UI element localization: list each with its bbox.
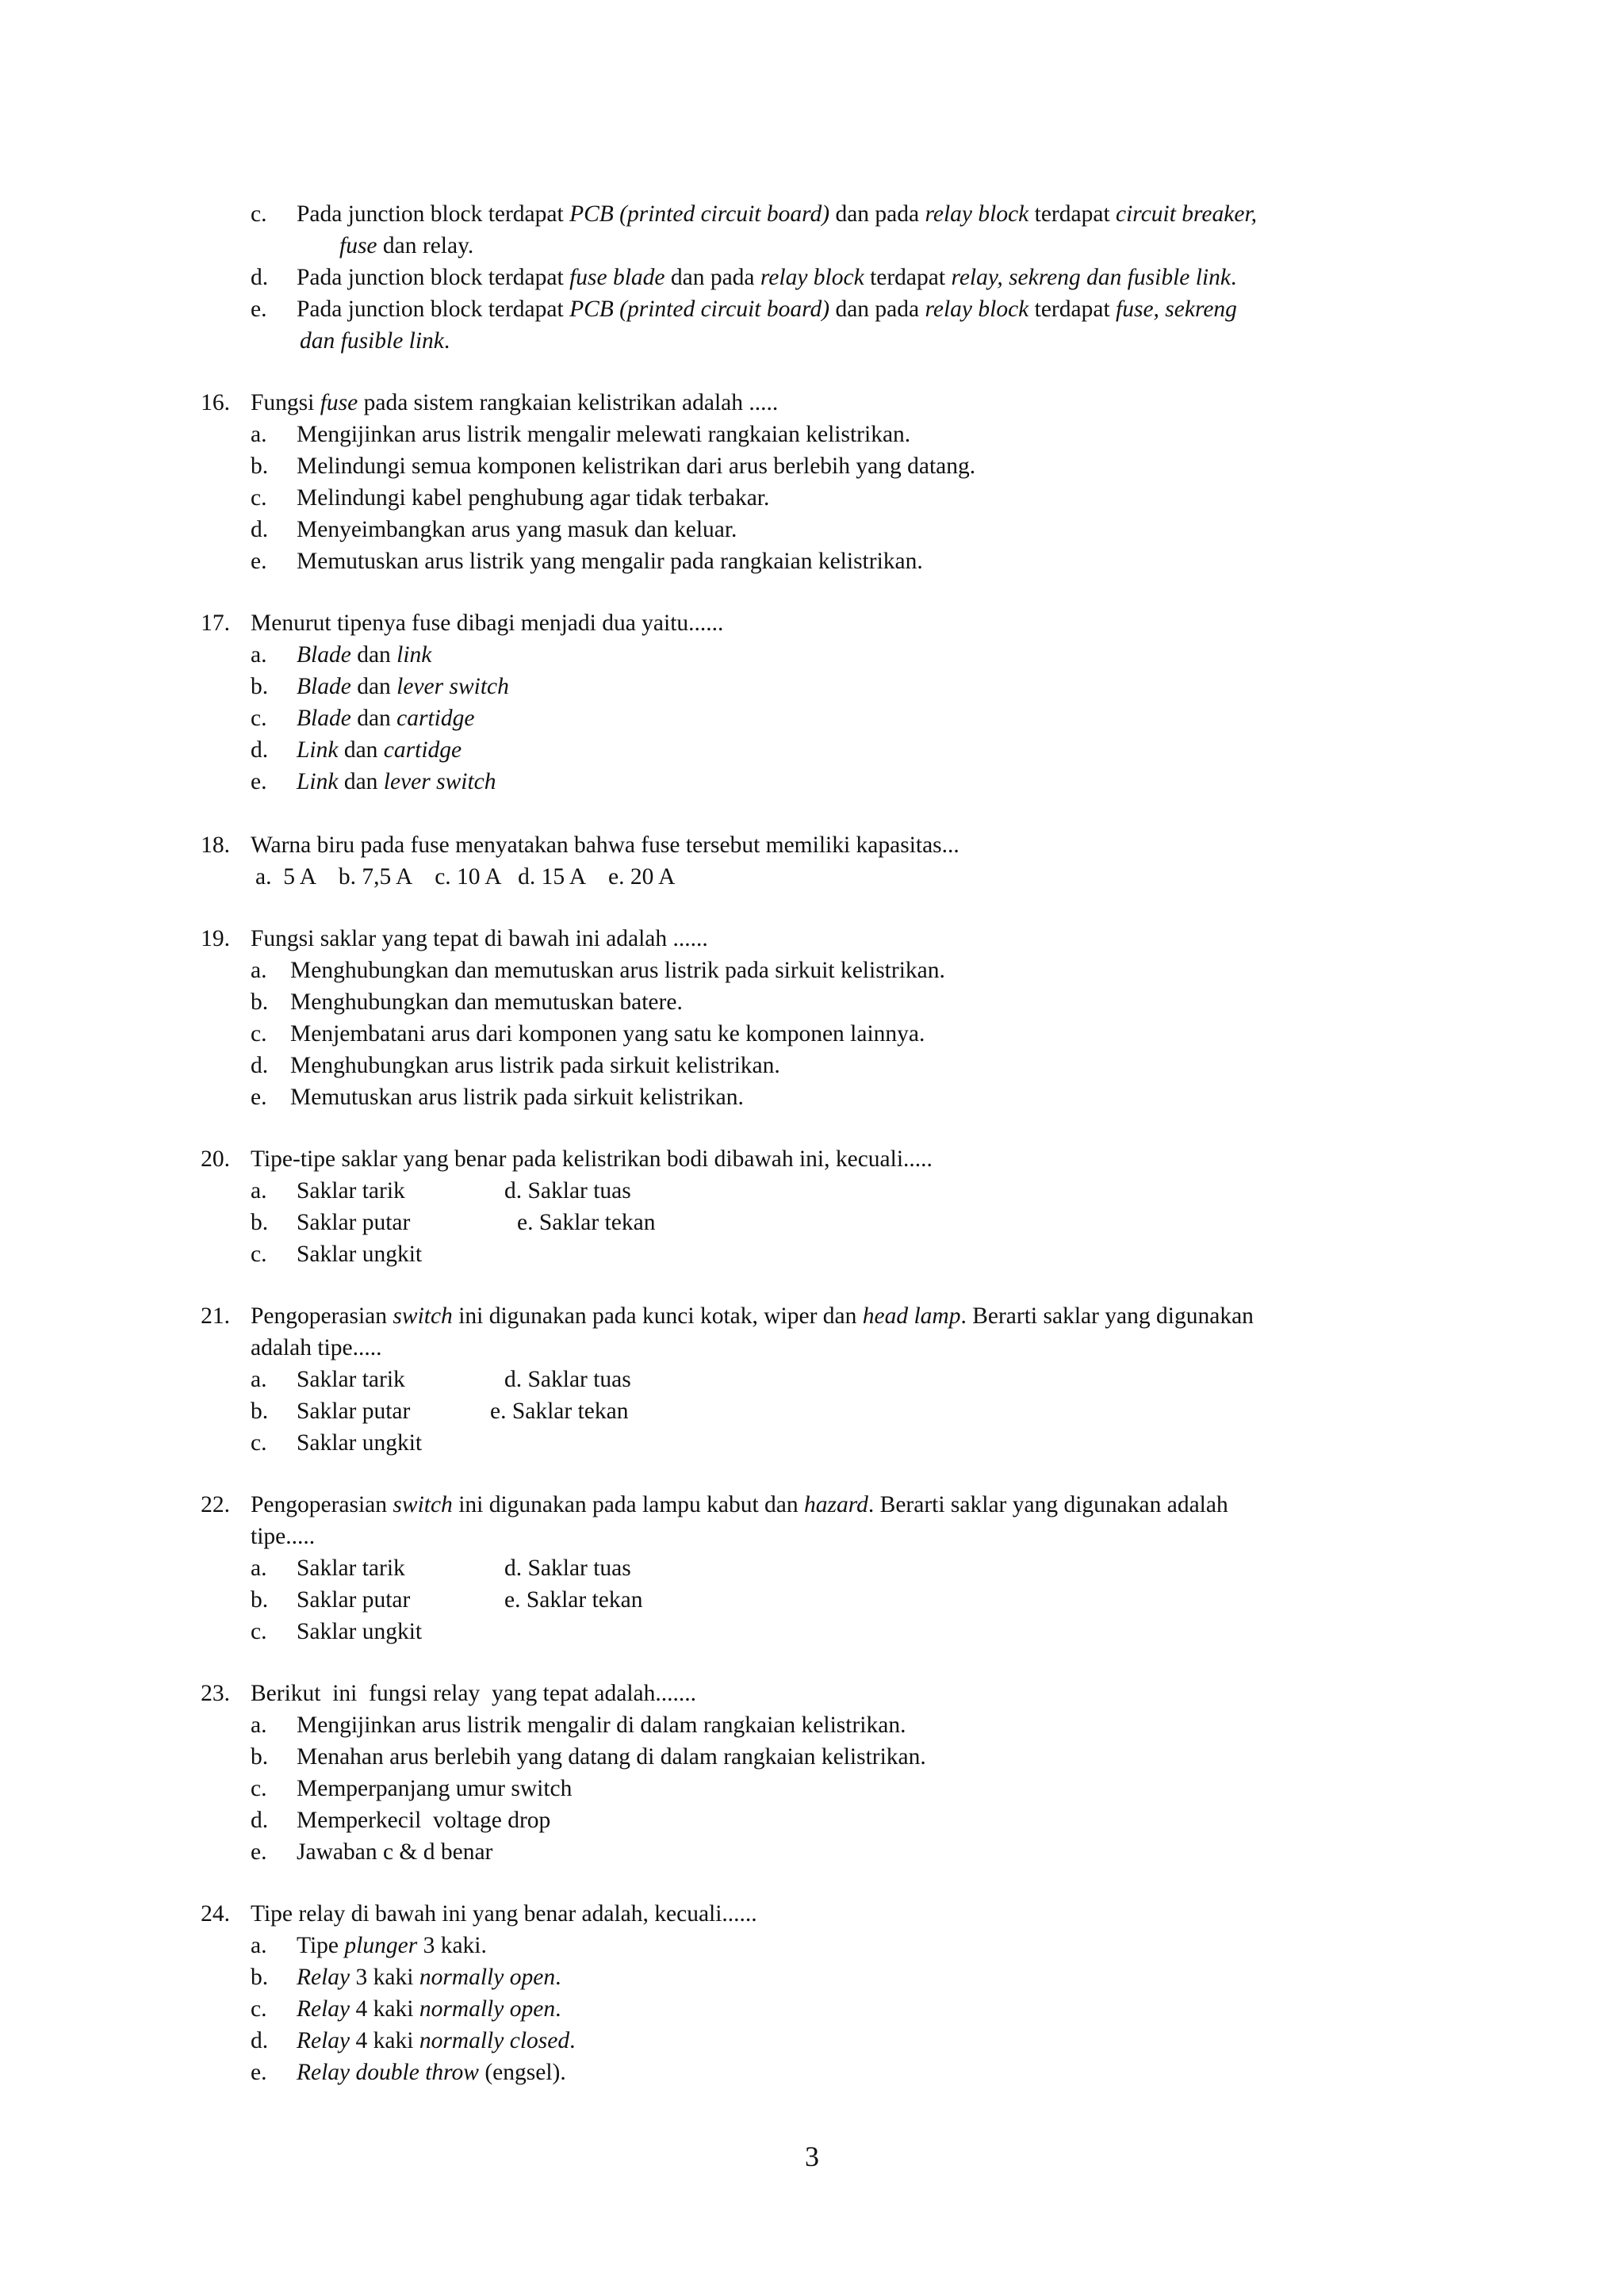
option-15c-line2: fuse dan relay. — [339, 233, 474, 258]
option-text: Menahan arus berlebih yang datang di dalam rangkaian kelistrikan. — [297, 1744, 926, 1770]
question-stem: Fungsi fuse pada sistem rangkaian kelistrikan adalah ..... — [251, 390, 779, 415]
question-stem-line2: adalah tipe..... — [251, 1335, 382, 1360]
option-text: Menjembatani arus dari komponen yang satu ke komponen lainnya. — [290, 1021, 925, 1047]
option-text: Menyeimbangkan arus yang masuk dan keluar. — [297, 517, 737, 542]
option-letter: b. — [251, 1965, 269, 1990]
option-text: Melindungi kabel penghubung agar tidak terbakar. — [297, 485, 770, 511]
option-text: Relay 3 kaki normally open. — [297, 1965, 561, 1990]
option-letter: b. — [251, 989, 269, 1015]
option-letter: c. — [251, 1776, 267, 1801]
option-text: Jawaban c & d benar — [297, 1839, 493, 1865]
option-text: Memutuskan arus listrik yang mengalir pada rangkaian kelistrikan. — [297, 549, 923, 574]
option-text: Relay double throw (engsel). — [297, 2060, 566, 2085]
option-text: Saklar putar — [297, 1587, 411, 1613]
option-letter: b. — [251, 1587, 269, 1613]
option-letter: b. — [251, 1210, 269, 1235]
option-letter: c. — [251, 1021, 267, 1047]
option-text: Melindungi semua komponen kelistrikan dari arus berlebih yang datang. — [297, 453, 976, 479]
question-stem: Pengoperasian switch ini digunakan pada kunci kotak, wiper dan head lamp. Berarti saklar yang digunakan — [251, 1303, 1254, 1329]
question-number: 17. — [201, 610, 230, 636]
option-15e-line1: Pada junction block terdapat PCB (printed circuit board) dan pada relay block terdapat fuse, sekreng — [297, 297, 1237, 322]
option-letter: d. — [251, 517, 269, 542]
option-letter: e. — [251, 1085, 267, 1110]
option-text: Relay 4 kaki normally open. — [297, 1996, 561, 2022]
option-text: Blade dan link — [297, 642, 432, 668]
option-letter: a. — [251, 1367, 267, 1392]
question-stem: Warna biru pada fuse menyatakan bahwa fuse tersebut memiliki kapasitas... — [251, 832, 959, 858]
option-text: d. Saklar tuas — [504, 1367, 631, 1392]
option-letter: e. — [251, 549, 267, 574]
option-letter: e. — [251, 1839, 267, 1865]
question-stem: Fungsi saklar yang tepat di bawah ini adalah ...... — [251, 926, 708, 951]
option-text: Mengijinkan arus listrik mengalir di dalam rangkaian kelistrikan. — [297, 1712, 906, 1738]
option-letter: d. — [251, 737, 269, 763]
option-letter: b. — [251, 674, 269, 699]
option-text: Menghubungkan dan memutuskan batere. — [290, 989, 683, 1015]
option-letter: a. — [251, 1556, 267, 1581]
option-letter: c. — [251, 485, 267, 511]
option-text: Saklar ungkit — [297, 1619, 423, 1644]
option-text: Saklar tarik — [297, 1556, 405, 1581]
question-stem: Tipe-tipe saklar yang benar pada kelistrikan bodi dibawah ini, kecuali..... — [251, 1146, 933, 1172]
question-stem: Berikut ini fungsi relay yang tepat adalah....... — [251, 1681, 696, 1706]
option-letter: a. — [251, 642, 267, 668]
option-letter: d. — [251, 1808, 269, 1833]
options-inline: a. 5 A b. 7,5 A c. 10 A d. 15 A e. 20 A — [255, 864, 676, 890]
question-stem: Menurut tipenya fuse dibagi menjadi dua yaitu...... — [251, 610, 724, 636]
option-letter: c. — [251, 1430, 267, 1456]
question-stem: Pengoperasian switch ini digunakan pada lampu kabut dan hazard. Berarti saklar yang digunakan adalah — [251, 1492, 1228, 1517]
question-number: 20. — [201, 1146, 230, 1172]
option-letter: b. — [251, 1744, 269, 1770]
option-letter: b. — [251, 1399, 269, 1424]
option-letter: a. — [251, 958, 267, 983]
option-letter: c. — [251, 1619, 267, 1644]
option-text: Saklar ungkit — [297, 1430, 423, 1456]
option-text: Saklar ungkit — [297, 1242, 423, 1267]
option-text: Link dan lever switch — [297, 769, 496, 794]
option-15d: Pada junction block terdapat fuse blade dan pada relay block terdapat relay, sekreng dan fusible link. — [297, 265, 1237, 290]
option-letter: a. — [251, 422, 267, 447]
option-letter: e. — [251, 297, 267, 322]
option-text: Memperpanjang umur switch — [297, 1776, 573, 1801]
option-letter: d. — [251, 1053, 269, 1078]
option-letter: c. — [251, 706, 267, 731]
question-number: 19. — [201, 926, 230, 951]
option-text: Memutuskan arus listrik pada sirkuit kelistrikan. — [290, 1085, 744, 1110]
option-text: Relay 4 kaki normally closed. — [297, 2028, 576, 2053]
option-text: e. Saklar tekan — [504, 1587, 643, 1613]
option-text: Saklar tarik — [297, 1178, 405, 1203]
question-number: 24. — [201, 1901, 230, 1927]
option-letter: a. — [251, 1712, 267, 1738]
option-text: d. Saklar tuas — [504, 1556, 631, 1581]
question-number: 18. — [201, 832, 230, 858]
option-text: Menghubungkan arus listrik pada sirkuit kelistrikan. — [290, 1053, 780, 1078]
question-number: 16. — [201, 390, 230, 415]
question-stem-line2: tipe..... — [251, 1524, 316, 1549]
option-letter: e. — [251, 769, 267, 794]
option-15e-line2: dan fusible link. — [300, 328, 450, 354]
question-number: 21. — [201, 1303, 230, 1329]
option-letter: a. — [251, 1178, 267, 1203]
option-letter: d. — [251, 265, 269, 290]
question-number: 22. — [201, 1492, 230, 1517]
option-text: Blade dan lever switch — [297, 674, 509, 699]
question-stem: Tipe relay di bawah ini yang benar adalah, kecuali...... — [251, 1901, 757, 1927]
option-text: Saklar tarik — [297, 1367, 405, 1392]
option-text: Mengijinkan arus listrik mengalir melewati rangkaian kelistrikan. — [297, 422, 911, 447]
option-letter: c. — [251, 1996, 267, 2022]
option-letter: e. — [251, 2060, 267, 2085]
option-letter: a. — [251, 1933, 267, 1958]
option-letter: c. — [251, 201, 267, 227]
option-15c-line1: Pada junction block terdapat PCB (printed circuit board) dan pada relay block terdapat circuit breaker, — [297, 201, 1258, 227]
option-text: d. Saklar tuas — [504, 1178, 631, 1203]
option-text: Blade dan cartidge — [297, 706, 475, 731]
option-letter: b. — [251, 453, 269, 479]
option-text: e. Saklar tekan — [490, 1399, 629, 1424]
question-number: 23. — [201, 1681, 230, 1706]
option-letter: c. — [251, 1242, 267, 1267]
page-number: 3 — [805, 2141, 819, 2172]
option-text: e. Saklar tekan — [517, 1210, 656, 1235]
option-text: Memperkecil voltage drop — [297, 1808, 551, 1833]
option-text: Tipe plunger 3 kaki. — [297, 1933, 487, 1958]
option-text: Link dan cartidge — [297, 737, 462, 763]
option-text: Saklar putar — [297, 1210, 411, 1235]
option-text: Menghubungkan dan memutuskan arus listrik pada sirkuit kelistrikan. — [290, 958, 945, 983]
option-text: Saklar putar — [297, 1399, 411, 1424]
option-letter: d. — [251, 2028, 269, 2053]
